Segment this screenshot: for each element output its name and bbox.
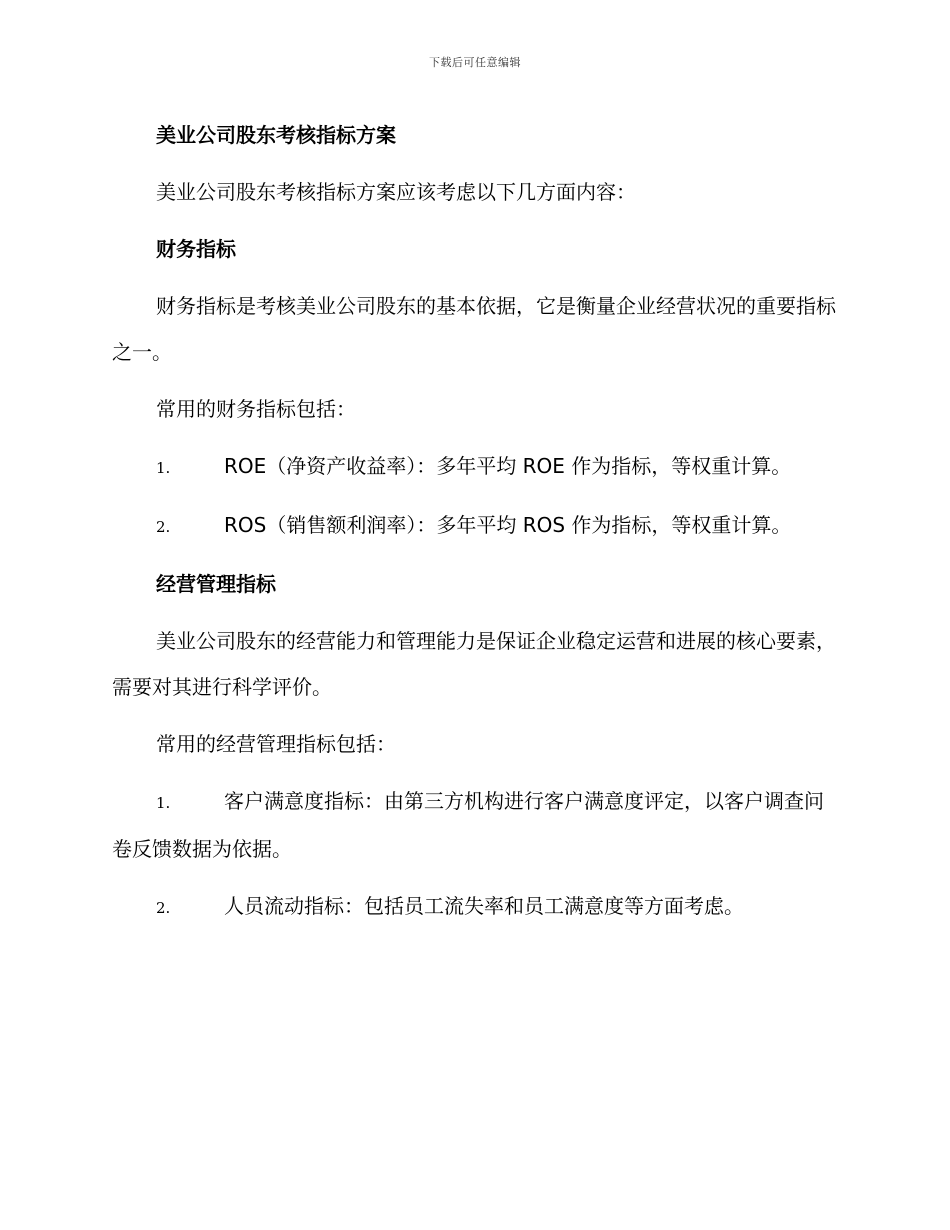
document-body xyxy=(112,112,836,942)
header-note: 下载后可任意编辑 xyxy=(429,56,521,69)
section-paragraph-management: 美业公司股东的经营能力和管理能力是保证企业稳定运营和进展的核心要素，需要对其进行科学评价。 xyxy=(112,629,836,699)
list-item xyxy=(112,883,836,931)
intro-paragraph: 美业公司股东考核指标方案应该考虑以下几方面内容： xyxy=(156,180,636,204)
list-item-number: 2. xyxy=(156,899,171,917)
list-item-text: ROS（销售额利润率）：多年平均 ROS 作为指标，等权重计算。 xyxy=(224,513,792,537)
list-item-text: ROE（净资产收益率）：多年平均 ROE 作为指标，等权重计算。 xyxy=(224,454,792,478)
section-list-intro-financial: 常用的财务指标包括： xyxy=(156,397,356,421)
list-item-number: 1. xyxy=(156,794,171,812)
list-item-number: 2. xyxy=(156,518,171,536)
list-item-text: 人员流动指标：包括员工流失率和员工满意度等方面考虑。 xyxy=(224,894,744,918)
section-heading-management: 经营管理指标 xyxy=(156,572,276,596)
list-item-number: 1. xyxy=(156,459,171,477)
list-item xyxy=(112,443,836,491)
document-title: 美业公司股东考核指标方案 xyxy=(156,123,396,147)
section-list-intro-management: 常用的经营管理指标包括： xyxy=(156,732,396,756)
list-item xyxy=(112,502,836,550)
list-item xyxy=(112,778,836,872)
section-paragraph-financial: 财务指标是考核美业公司股东的基本依据，它是衡量企业经营状况的重要指标之一。 xyxy=(112,294,836,364)
section-heading-financial: 财务指标 xyxy=(156,237,236,261)
list-item-text: 客户满意度指标：由第三方机构进行客户满意度评定，以客户调查问卷反馈数据为依据。 xyxy=(112,789,824,861)
